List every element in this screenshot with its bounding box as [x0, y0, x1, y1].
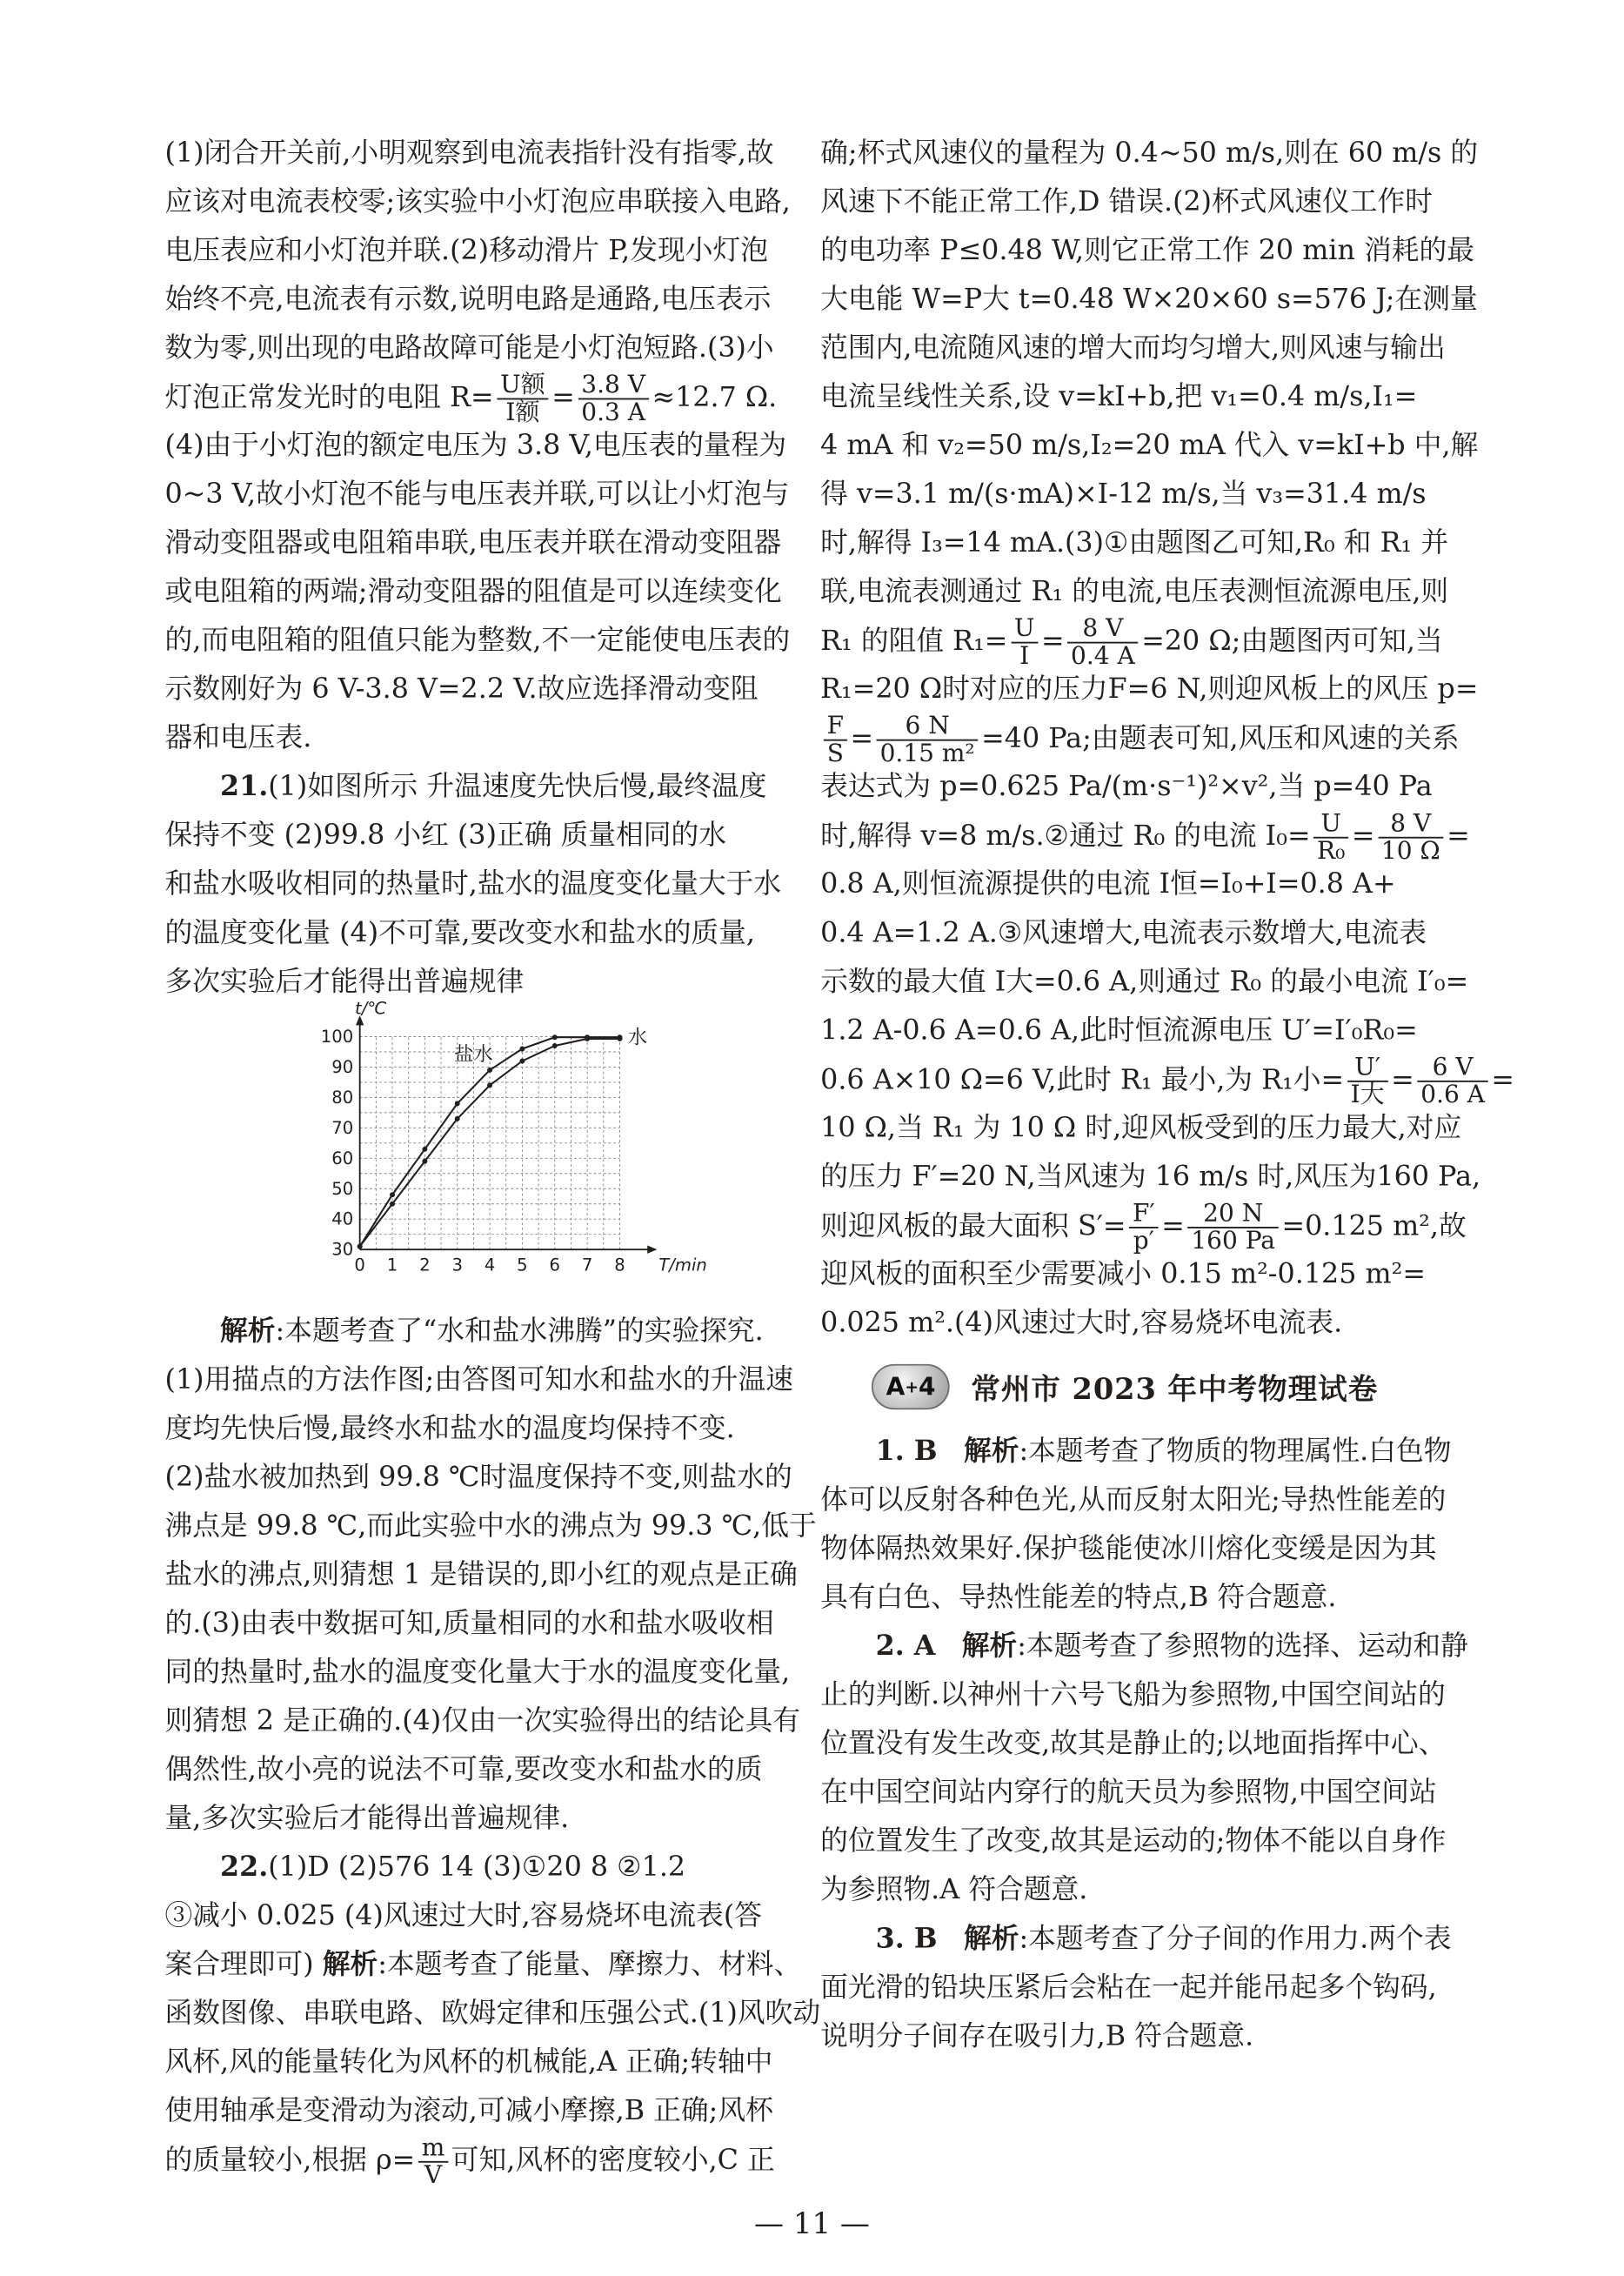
x-tick-label: 4 — [484, 1255, 496, 1275]
equals-sign: = — [850, 722, 874, 755]
analysis-label: 解析 — [322, 1948, 378, 1981]
formula-text: 0.6 A×10 Ω=6 V,此时 R₁ 最小,为 R₁小= — [820, 1063, 1345, 1096]
text-line: 止的判断.以神州十六号飞船为参照物,中国空间站的 — [820, 1678, 1446, 1711]
numerator: U — [1313, 811, 1348, 839]
text-line: 范围内,电流随风速的增大而均匀增大,则风速与输出 — [820, 331, 1446, 365]
answer-text: (1)D (2)576 14 (3)①20 8 ②1.2 — [268, 1851, 686, 1884]
text-line: 沸点是 99.8 ℃,而此实验中水的沸点为 99.3 ℃,低于 — [164, 1509, 817, 1543]
text-line: 使用轴承是变滑动为滚动,可减小摩擦,B 正确;风杯 — [164, 2094, 773, 2127]
y-axis-label: t/℃ — [355, 998, 387, 1019]
area-formula-line — [820, 1199, 1467, 1255]
text-line: 数为零,则出现的电路故障可能是小灯泡短路.(3)小 — [164, 331, 774, 365]
text-line: 面光滑的铅块压紧后会粘在一起并能吊起多个钩码, — [820, 1971, 1437, 2004]
text-line: 时,解得 I₃=14 mA.(3)①由题图乙可知,R₀ 和 R₁ 并 — [820, 526, 1449, 559]
fraction — [824, 713, 847, 767]
denominator: I额 — [505, 398, 540, 427]
fraction — [1011, 613, 1038, 671]
text-line: 度均先快后慢,最终水和盐水的温度均保持不变. — [164, 1411, 735, 1445]
text-line: (2)盐水被加热到 99.8 ℃时温度保持不变,则盐水的 — [164, 1460, 792, 1494]
equals-sign: = — [1161, 1209, 1185, 1242]
text-line: 0~3 V,故小灯泡不能与电压表并联,可以让小灯泡与 — [164, 478, 790, 511]
page-number: — 11 — — [754, 2206, 870, 2241]
text-line: 0.4 A=1.2 A.③风速增大,电流表示数增大,电流表 — [820, 916, 1427, 949]
analysis-text: :本题考查了能量、摩擦力、材料、 — [378, 1948, 802, 1981]
numerator: 8 V — [1378, 811, 1443, 839]
data-point — [552, 1043, 558, 1048]
fraction — [497, 372, 548, 426]
q22-answer-line: ③减小 0.025 (4)风速过大时,容易烧坏电流表(答 — [164, 1899, 763, 1932]
formula-text: ≈12.7 Ω. — [652, 380, 778, 414]
data-point — [455, 1101, 460, 1106]
area-conclusion-lines — [820, 1249, 1429, 1347]
x-tick-label: 0 — [354, 1255, 365, 1275]
text-line: 得 v=3.1 m/(s·mA)×I-12 m/s,当 v₃=31.4 m/s — [820, 478, 1427, 511]
left-column — [164, 129, 821, 2190]
denominator: 0.4 A — [1071, 641, 1135, 671]
data-point — [585, 1034, 590, 1040]
text-line: 示数的最大值 I大=0.6 A,则通过 R₀ 的最小电流 I′₀= — [820, 965, 1469, 998]
data-point — [519, 1058, 525, 1063]
y-tick-label: 90 — [331, 1056, 354, 1077]
equals-sign: = — [1391, 1063, 1414, 1096]
section-heading — [820, 1354, 1429, 1421]
x-tick-label: 5 — [517, 1255, 528, 1275]
fraction — [1067, 613, 1138, 671]
fraction — [1313, 811, 1348, 865]
data-point — [422, 1159, 427, 1164]
text-line: 在中国空间站内穿行的航天员为参照物,中国空间站 — [820, 1776, 1437, 1809]
text-line: 的.(3)由表中数据可知,质量相同的水和盐水吸收相 — [164, 1607, 774, 1640]
answer-text: (1)如图所示 升温速度先快后慢,最终温度 — [268, 770, 767, 803]
right-column — [820, 129, 1515, 2061]
text-line: 1.2 A-0.6 A=0.6 A,此时恒流源电压 U′=I′₀R₀= — [820, 1014, 1418, 1047]
text-line: 滑动变阻器或电阻箱串联,电压表并联在滑动变阻器 — [164, 526, 782, 559]
y-tick-label: 60 — [331, 1148, 354, 1168]
x-axis-arrow — [647, 1245, 657, 1253]
analysis-label: 解析 — [220, 1314, 276, 1348]
fraction — [1129, 1201, 1158, 1255]
denominator: 0.15 m² — [879, 739, 975, 768]
numerator: U额 — [497, 372, 548, 400]
text-line: 或电阻箱的两端;滑动变阻器的阻值是可以连续变化 — [164, 575, 782, 608]
text-line: 始终不亮,电流表有示数,说明电路是通路,电压表示 — [164, 282, 772, 316]
q21-analysis-first-line — [165, 1307, 774, 1356]
x-tick-label: 1 — [386, 1255, 398, 1275]
text-line: 0.8 A,则恒流源提供的电流 I恒=I₀+I=0.8 A+ — [820, 867, 1396, 900]
denominator: 10 Ω — [1380, 836, 1440, 866]
current-calc-lines — [820, 860, 1469, 1054]
numerator: 20 N — [1188, 1201, 1279, 1228]
text-line: 物体隔热效果好.保护毯能使冰川熔化变缓是因为其 — [820, 1532, 1437, 1565]
answer-text: 案合理即可) — [164, 1948, 323, 1981]
formula-text: R₁ 的阻值 R₁= — [820, 625, 1008, 658]
text-line: 说明分子间存在吸引力,B 符合题意. — [820, 2019, 1254, 2052]
q20-analysis-part1 — [164, 129, 791, 372]
q2-first-line — [820, 1622, 1468, 1670]
formula-text: = — [1447, 820, 1470, 853]
analysis-text: :本题考查了“水和盐水沸腾”的实验探究. — [275, 1314, 764, 1348]
numerator: U′ — [1347, 1054, 1388, 1082]
formula-text: 则迎风板的最大面积 S′= — [820, 1209, 1126, 1242]
text-line: 示数刚好为 6 V-3.8 V=2.2 V.故应选择滑动变阻 — [164, 673, 759, 706]
analysis-label: 解析 — [961, 1630, 1018, 1663]
x-tick-label: 8 — [614, 1255, 625, 1275]
text-line: 4 mA 和 v₂=50 m/s,I₂=20 mA 代入 v=kI+b 中,解 — [820, 429, 1479, 462]
equals-sign: = — [551, 380, 575, 414]
q3-first-line — [820, 1914, 1452, 1963]
text-line: 体可以反射各种色光,从而反射太阳光;导热性能差的 — [820, 1483, 1447, 1516]
question-number: 2. A — [875, 1630, 936, 1663]
text-line: (1)用描点的方法作图;由答图可知水和盐水的升温速 — [164, 1362, 793, 1396]
legend-water: 水 — [627, 1026, 648, 1049]
text-line: 0.025 m².(4)风速过大时,容易烧坏电流表. — [820, 1306, 1343, 1339]
x-tick-label: 3 — [451, 1255, 463, 1275]
text-line: 的,而电阻箱的阻值只能为整数,不一定能使电压表的 — [164, 624, 791, 657]
formula-text: 时,解得 v=8 m/s.②通过 R₀ 的电流 I₀= — [820, 820, 1311, 853]
text-line: 函数图像、串联电路、欧姆定律和压强公式.(1)风吹动 — [164, 1997, 821, 2030]
data-point — [487, 1082, 492, 1088]
numerator: 6 V — [1418, 1054, 1488, 1082]
formula-text: = — [1491, 1063, 1515, 1096]
section-badge: A + 4 — [872, 1364, 950, 1409]
q3-rest — [820, 1963, 1437, 2060]
q1-rest — [820, 1476, 1447, 1622]
y-tick-label: 50 — [331, 1178, 354, 1199]
text-line: 具有白色、导热性能差的特点,B 符合题意. — [820, 1581, 1337, 1614]
formula-text: =40 Pa;由题表可知,风压和风速的关系 — [981, 722, 1460, 755]
fraction — [418, 2135, 448, 2189]
analysis-text: :本题考查了物质的物理属性.白色物 — [1019, 1435, 1452, 1468]
q22-answer-line — [164, 1940, 802, 1989]
fraction — [877, 713, 979, 767]
x-tick-label: 2 — [419, 1255, 431, 1275]
fraction — [1378, 811, 1443, 865]
data-point — [552, 1034, 558, 1040]
text-line: 电压表应和小灯泡并联.(2)移动滑片 P,发现小灯泡 — [164, 233, 768, 267]
text-line: 保持不变 (2)99.8 小红 (3)正确 质量相同的水 — [164, 819, 727, 852]
text-line: 多次实验后才能得出普遍规律 — [164, 965, 525, 998]
data-point — [358, 1244, 363, 1249]
text-line: 风杯,风的能量转化为风杯的机械能,A 正确;转轴中 — [164, 2045, 773, 2079]
badge-number: 4 — [919, 1372, 936, 1402]
numerator: 3.8 V — [578, 372, 649, 400]
denominator: S — [826, 739, 844, 768]
data-point — [487, 1068, 492, 1073]
text-line: 迎风板的面积至少需要减小 0.15 m²-0.125 m²= — [820, 1257, 1426, 1290]
fraction — [578, 372, 649, 426]
analysis-text: :本题考查了参照物的选择、运动和静 — [1017, 1630, 1468, 1663]
i0-formula-line — [820, 809, 1470, 866]
x-tick-label: 6 — [549, 1255, 561, 1275]
text-line: 量,多次实验后才能得出普遍规律. — [164, 1802, 570, 1835]
text-line: 应该对电流表校零;该实验中小灯泡应串联接入电路, — [164, 184, 791, 218]
legend-saltwater: 盐水 — [453, 1042, 493, 1066]
text-line: 电流呈线性关系,设 v=kI+b,把 v₁=0.4 m/s,I₁= — [820, 380, 1418, 413]
q21-answer-rest — [164, 811, 782, 1006]
text-line: 同的热量时,盐水的温度变化量大于水的温度变化量, — [164, 1656, 791, 1689]
text-line: 和盐水吸收相同的热量时,盐水的温度变化量大于水 — [164, 867, 782, 900]
numerator: U — [1011, 616, 1038, 644]
r1min-formula-line — [820, 1053, 1515, 1109]
q21-analysis-rest — [164, 1356, 817, 1843]
text-line: 确;杯式风速仪的量程为 0.4~50 m/s,则在 60 m/s 的 — [820, 136, 1479, 170]
question-number: 1. B — [875, 1435, 938, 1468]
analysis-label: 解析 — [963, 1435, 1019, 1468]
denominator: I — [1019, 641, 1030, 671]
pressure-relation-lines — [820, 762, 1433, 811]
data-point — [455, 1116, 460, 1121]
q2-rest — [820, 1670, 1447, 1914]
text-line: 盐水的沸点,则猜想 1 是错误的,即小红的观点是正确 — [164, 1557, 798, 1591]
numerator: F′ — [1129, 1201, 1158, 1228]
denominator: 0.6 A — [1420, 1080, 1485, 1109]
pressure-formula-line — [820, 711, 1460, 768]
text-line: (4)由于小灯泡的额定电压为 3.8 V,电压表的量程为 — [164, 429, 787, 462]
numerator: F — [824, 713, 847, 741]
text-line: 偶然性,故小亮的说法不可靠,要改变水和盐水的质 — [164, 1753, 763, 1786]
x-tick-label: 7 — [581, 1255, 593, 1275]
r1-formula-line — [820, 613, 1443, 671]
force-calc-lines — [820, 1103, 1481, 1201]
numerator: 8 V — [1067, 616, 1138, 644]
temperature-time-chart — [263, 998, 707, 1298]
formula-text: 可知,风杯的密度较小,C 正 — [451, 2144, 775, 2177]
text-line: 器和电压表. — [164, 721, 312, 754]
text-line: 的电功率 P≤0.48 W,则它正常工作 20 min 消耗的最 — [820, 233, 1474, 267]
denominator: I大 — [1350, 1080, 1385, 1109]
q22-answer-first-line — [165, 1843, 774, 1891]
denominator: 160 Pa — [1191, 1227, 1276, 1255]
section-title: 常州市 2023 年中考物理试卷 — [971, 1371, 1379, 1406]
numerator: m — [418, 2135, 448, 2163]
y-tick-label: 70 — [331, 1117, 354, 1138]
y-tick-label: 40 — [331, 1208, 354, 1229]
text-line: 的位置发生了改变,故其是运动的;物体不能以自身作 — [820, 1824, 1447, 1858]
fraction — [1347, 1054, 1388, 1108]
text-line: 10 Ω,当 R₁ 为 10 Ω 时,迎风板受到的压力最大,对应 — [820, 1111, 1462, 1144]
numerator: 6 N — [877, 713, 979, 741]
y-tick-label: 80 — [331, 1087, 354, 1108]
formula-text: 灯泡正常发光时的电阻 R= — [164, 380, 494, 414]
text-line: 的温度变化量 (4)不可靠,要改变水和盐水的质量, — [164, 916, 756, 949]
question-number: 22. — [220, 1851, 269, 1884]
denominator: V — [424, 2160, 443, 2190]
data-point — [390, 1202, 395, 1207]
text-line: 位置没有发生改变,故其是静止的;以地面指挥中心、 — [820, 1727, 1447, 1760]
q1-first-line — [820, 1427, 1452, 1476]
denominator: R₀ — [1317, 836, 1346, 866]
q20-analysis-part2 — [164, 421, 791, 762]
text-line: 为参照物.A 符合题意. — [820, 1873, 1088, 1906]
text-line: (1)闭合开关前,小明观察到电流表指针没有指零,故 — [164, 136, 774, 170]
formula-text: =0.125 m²,故 — [1281, 1209, 1467, 1242]
question-number: 3. B — [875, 1922, 938, 1955]
text-line: 大电能 W=P大 t=0.48 W×20×60 s=576 J;在测量 — [820, 282, 1478, 316]
text-line: 表达式为 p=0.625 Pa/(m·s⁻¹)²×v²,当 p=40 Pa — [820, 770, 1433, 803]
formula-text: =20 Ω;由题图丙可知,当 — [1141, 625, 1443, 658]
denominator: 0.3 A — [581, 398, 646, 427]
q22-analysis-rest — [164, 1989, 821, 2135]
fraction — [1188, 1201, 1279, 1255]
q22-analysis-continued — [820, 129, 1479, 616]
text-line: 风速下不能正常工作,D 错误.(2)杯式风速仪工作时 — [820, 184, 1434, 218]
q21-answer-first-line — [165, 762, 774, 811]
denominator: p′ — [1133, 1227, 1155, 1255]
resistance-formula-line — [164, 370, 778, 427]
data-point — [617, 1034, 622, 1040]
equals-sign: = — [1040, 625, 1065, 658]
formula-text: 的质量较小,根据 ρ= — [164, 2144, 416, 2177]
y-tick-label: 100 — [320, 1027, 354, 1048]
question-number: 21. — [220, 770, 269, 803]
data-point — [390, 1192, 395, 1197]
text-line: 的压力 F′=20 N,当风速为 16 m/s 时,风压为160 Pa, — [820, 1160, 1481, 1193]
badge-letter: A — [886, 1372, 906, 1402]
y-tick-label: 30 — [331, 1239, 354, 1260]
x-axis-label: T/min — [658, 1255, 707, 1275]
analysis-text: :本题考查了分子间的作用力.两个表 — [1019, 1922, 1452, 1955]
text-line: R₁=20 Ω时对应的压力F=6 N,则迎风板上的风压 p= — [820, 673, 1479, 706]
data-point — [422, 1147, 427, 1152]
temperature-chart-container — [165, 998, 774, 1298]
equals-sign: = — [1351, 820, 1375, 853]
data-point — [519, 1046, 525, 1051]
analysis-label: 解析 — [963, 1922, 1019, 1955]
fraction — [1418, 1054, 1488, 1108]
density-formula-line — [164, 2133, 775, 2190]
text-line: 联,电流表测通过 R₁ 的电流,电压表测恒流源电压,则 — [820, 575, 1449, 608]
text-line: 则猜想 2 是正确的.(4)仅由一次实验得出的结论具有 — [164, 1704, 800, 1737]
